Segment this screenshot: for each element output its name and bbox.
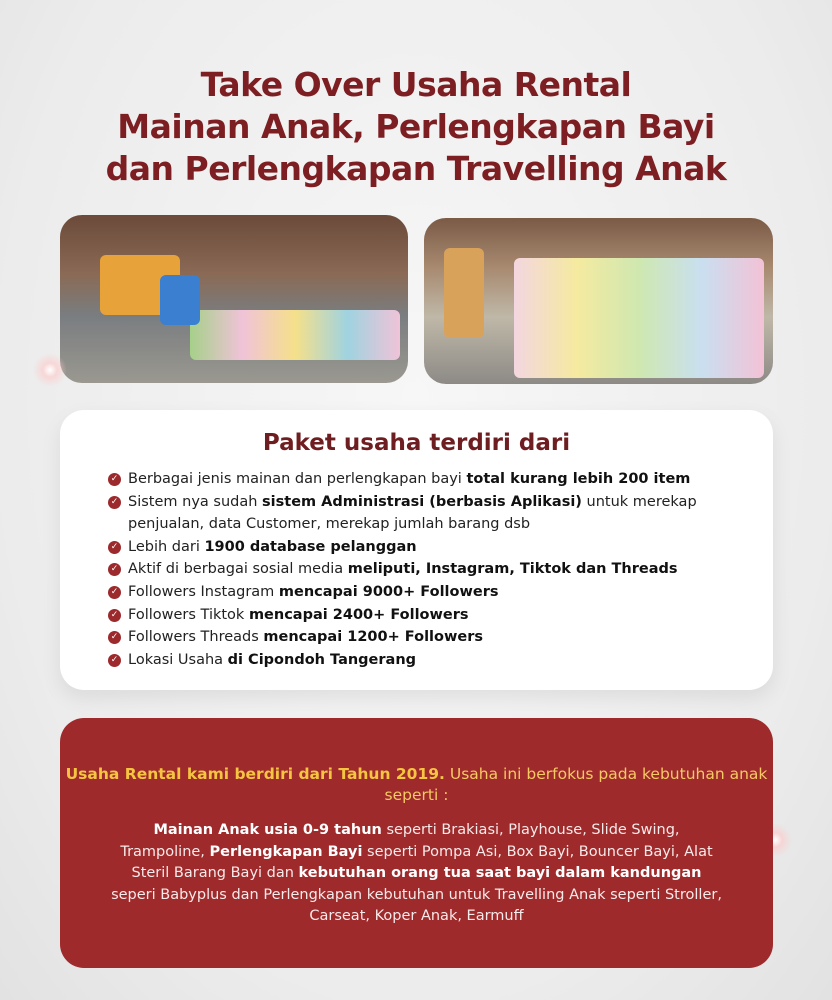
bold-text: mencapai 1200+ Followers (263, 629, 483, 646)
bold-text: mencapai 2400+ Followers (248, 606, 469, 623)
bold-text: total kurang lebih 200 item (466, 471, 691, 487)
text: seperti Pompa Asi, Box Bayi, Bouncer Bayi, Alat Steril Barang Bayi dan (131, 843, 713, 881)
bold-text: di Cipondoh Tangerang (227, 651, 417, 668)
about-intro (60, 764, 773, 806)
check-icon: ✓ (108, 541, 121, 554)
text: Aktif di berbagai sosial media (128, 561, 348, 578)
about-body (110, 820, 723, 928)
text: Berbagai jenis mainan dan perlengkapan bayi (128, 471, 467, 487)
bold-text: Mainan Anak usia 0-9 tahun (153, 822, 382, 838)
package-heading: Paket usaha terdiri dari (262, 430, 571, 456)
text: Followers Threads (128, 629, 264, 646)
about-panel (60, 718, 773, 968)
package-card (60, 410, 773, 690)
text: Lebih dari (128, 538, 205, 555)
check-icon: ✓ (108, 563, 121, 576)
check-icon: ✓ (108, 609, 121, 622)
package-list (108, 468, 753, 671)
check-icon: ✓ (108, 654, 121, 667)
text: Usaha ini berfokus pada kebutuhan anak seperti : (384, 765, 768, 804)
title-line: dan Perlengkapan Travelling Anak (105, 149, 727, 188)
check-icon: ✓ (108, 586, 121, 599)
bold-text: Usaha Rental kami berdiri dari Tahun 2019. (65, 765, 445, 783)
bold-text: 1900 database pelanggan (204, 538, 417, 555)
page-title (0, 64, 832, 190)
text: seperi Babyplus dan Perlengkapan kebutuhan untuk Travelling Anak seperti Stroller, Carseat, Koper Anak, Earmuff (111, 886, 722, 924)
check-icon: ✓ (108, 631, 121, 644)
package-item (108, 626, 753, 649)
bold-text: kebutuhan orang tua saat bayi dalam kandungan (298, 865, 702, 881)
check-icon: ✓ (108, 473, 121, 486)
package-item (108, 604, 753, 627)
text: Followers Tiktok (128, 606, 249, 623)
package-item (108, 558, 753, 581)
bold-text: meliputi, Instagram, Tiktok dan Threads (347, 561, 678, 578)
title-line: Mainan Anak, Perlengkapan Bayi (117, 107, 715, 146)
playground-photo-1 (60, 215, 408, 383)
package-item (108, 536, 753, 559)
package-item (108, 581, 753, 604)
package-item (108, 491, 753, 536)
bold-text: mencapai 9000+ Followers (278, 583, 499, 600)
text: seperti Brakiasi, Playhouse, Slide Swing, Trampoline, (120, 822, 680, 860)
bold-text: sistem Administrasi (berbasis Aplikasi) (262, 493, 582, 510)
text: untuk merekap penjualan, data Customer, merekap jumlah barang dsb (128, 493, 697, 533)
package-item (108, 649, 753, 672)
text: Sistem nya sudah (128, 493, 263, 510)
bold-text: Perlengkapan Bayi (209, 843, 363, 860)
text: Followers Instagram (128, 583, 279, 600)
playground-photo-2 (424, 218, 773, 384)
sparkle-decoration (30, 350, 70, 390)
check-icon: ✓ (108, 496, 121, 509)
package-item (108, 468, 753, 491)
title-line: Take Over Usaha Rental (200, 65, 632, 104)
text: Lokasi Usaha (128, 651, 228, 668)
